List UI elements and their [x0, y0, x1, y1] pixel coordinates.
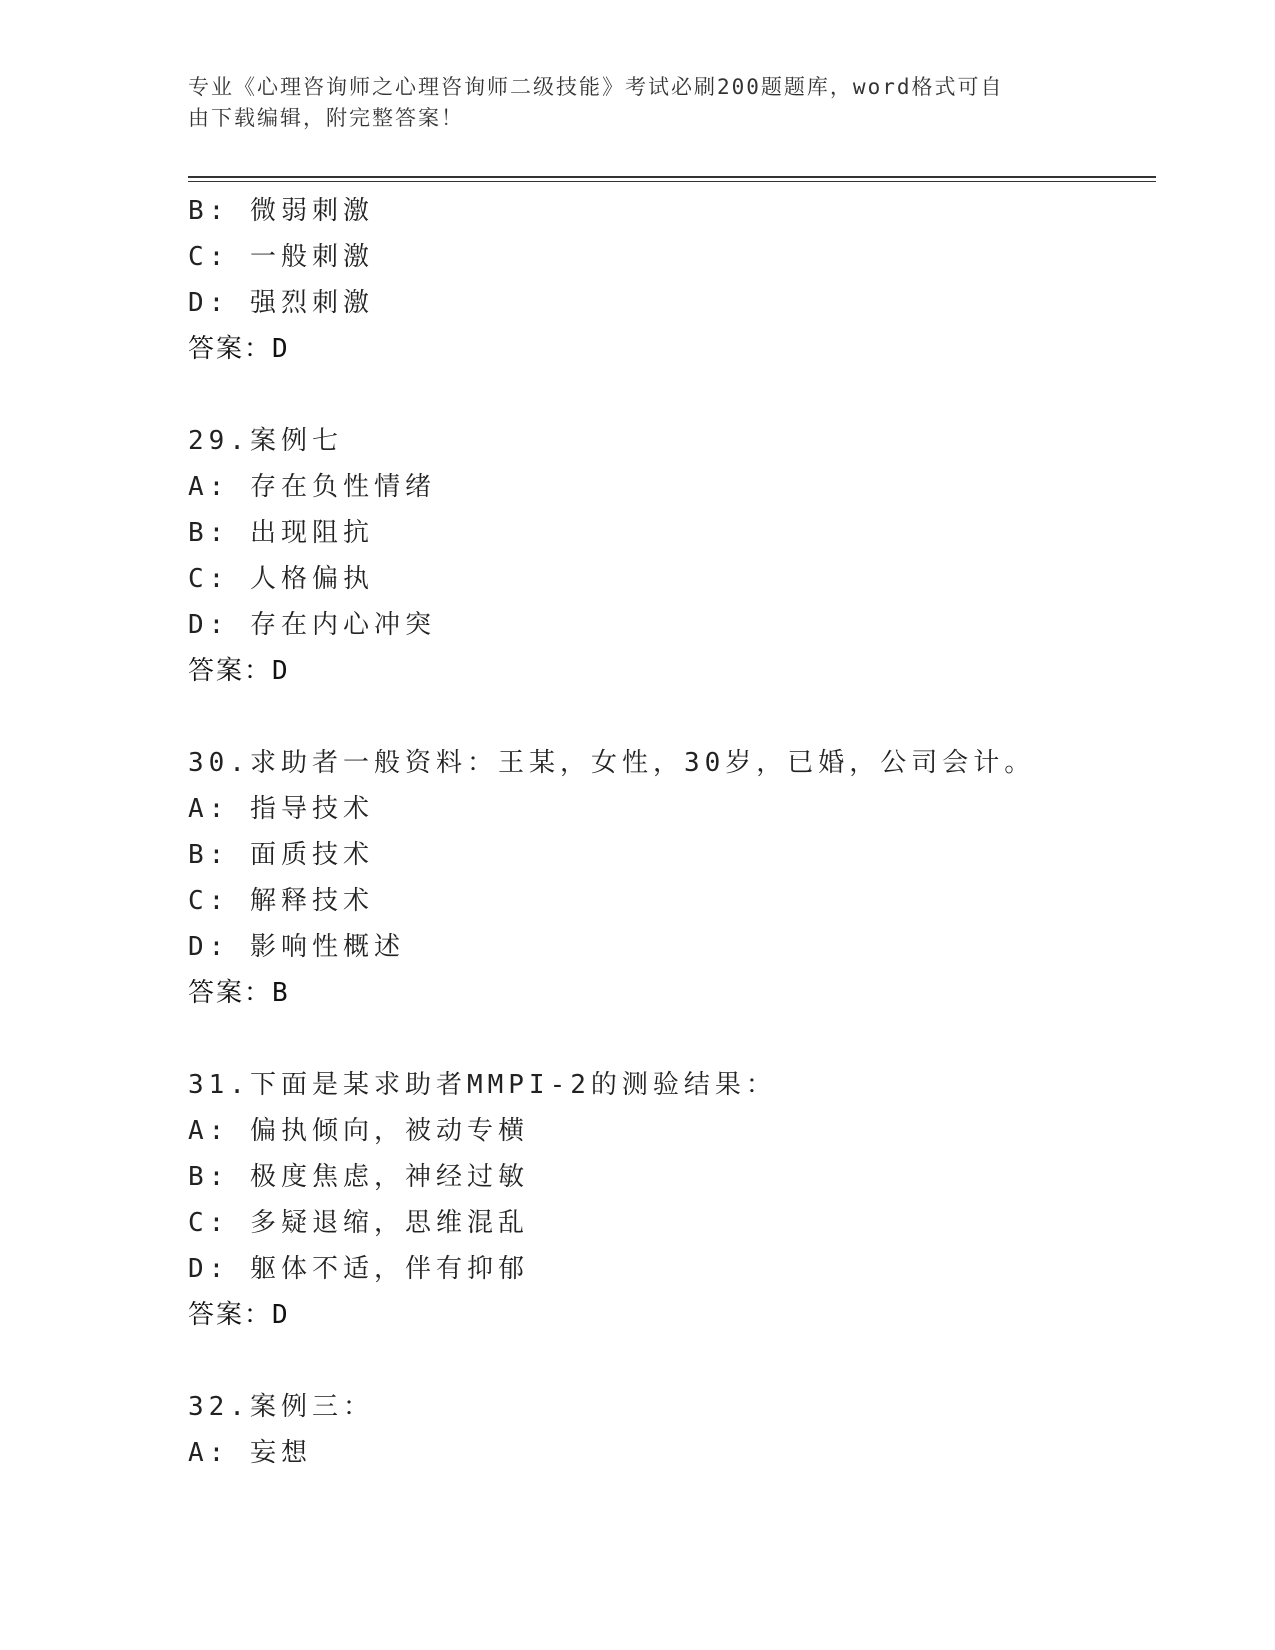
answer-label: 答案： [188, 334, 273, 364]
answer-value: D [272, 1300, 290, 1330]
option-a: A: 妄想 [188, 1438, 312, 1468]
option-d: D: 强烈刺激 [188, 288, 374, 318]
header-line-2: 由下载编辑，附完整答案！ [188, 106, 464, 130]
spacer [188, 694, 1156, 740]
answer-value: B [272, 978, 290, 1008]
spacer [188, 1338, 1156, 1384]
answer-line [188, 1292, 1156, 1338]
answer-label: 答案： [188, 978, 273, 1008]
question-stem: 30.求助者一般资料：王某，女性，30岁，已婚，公司会计。 [188, 748, 1036, 778]
header-line-1: 专业《心理咨询师之心理咨询师二级技能》考试必刷200题题库，word格式可自 [188, 75, 1004, 99]
answer-value: D [272, 656, 290, 686]
option-d: D: 躯体不适，伴有抑郁 [188, 1254, 529, 1284]
answer-line [188, 970, 1156, 1016]
option-a: A: 指导技术 [188, 794, 374, 824]
option-c: C: 多疑退缩，思维混乱 [188, 1208, 529, 1238]
question-stem: 31.下面是某求助者MMPI-2的测验结果： [188, 1070, 777, 1100]
option-b: B: 微弱刺激 [188, 196, 374, 226]
answer-line [188, 648, 1156, 694]
question-list [188, 188, 1156, 1476]
question-stem: 29.案例七 [188, 426, 343, 456]
header-divider-thick [188, 176, 1156, 178]
option-a: A: 偏执倾向，被动专横 [188, 1116, 529, 1146]
option-c: C: 一般刺激 [188, 242, 374, 272]
option-d: D: 存在内心冲突 [188, 610, 436, 640]
option-b: B: 极度焦虑，神经过敏 [188, 1162, 529, 1192]
spacer [188, 372, 1156, 418]
option-b: B: 出现阻抗 [188, 518, 374, 548]
answer-value: D [272, 334, 290, 364]
option-c: C: 解释技术 [188, 886, 374, 916]
option-c: C: 人格偏执 [188, 564, 374, 594]
question-stem: 32.案例三： [188, 1392, 374, 1422]
option-a: A: 存在负性情绪 [188, 472, 436, 502]
answer-label: 答案： [188, 656, 273, 686]
option-d: D: 影响性概述 [188, 932, 405, 962]
option-b: B: 面质技术 [188, 840, 374, 870]
spacer [188, 1016, 1156, 1062]
answer-line [188, 326, 1156, 372]
document-header [188, 72, 1088, 134]
answer-label: 答案： [188, 1300, 273, 1330]
header-divider-thin [188, 181, 1156, 182]
